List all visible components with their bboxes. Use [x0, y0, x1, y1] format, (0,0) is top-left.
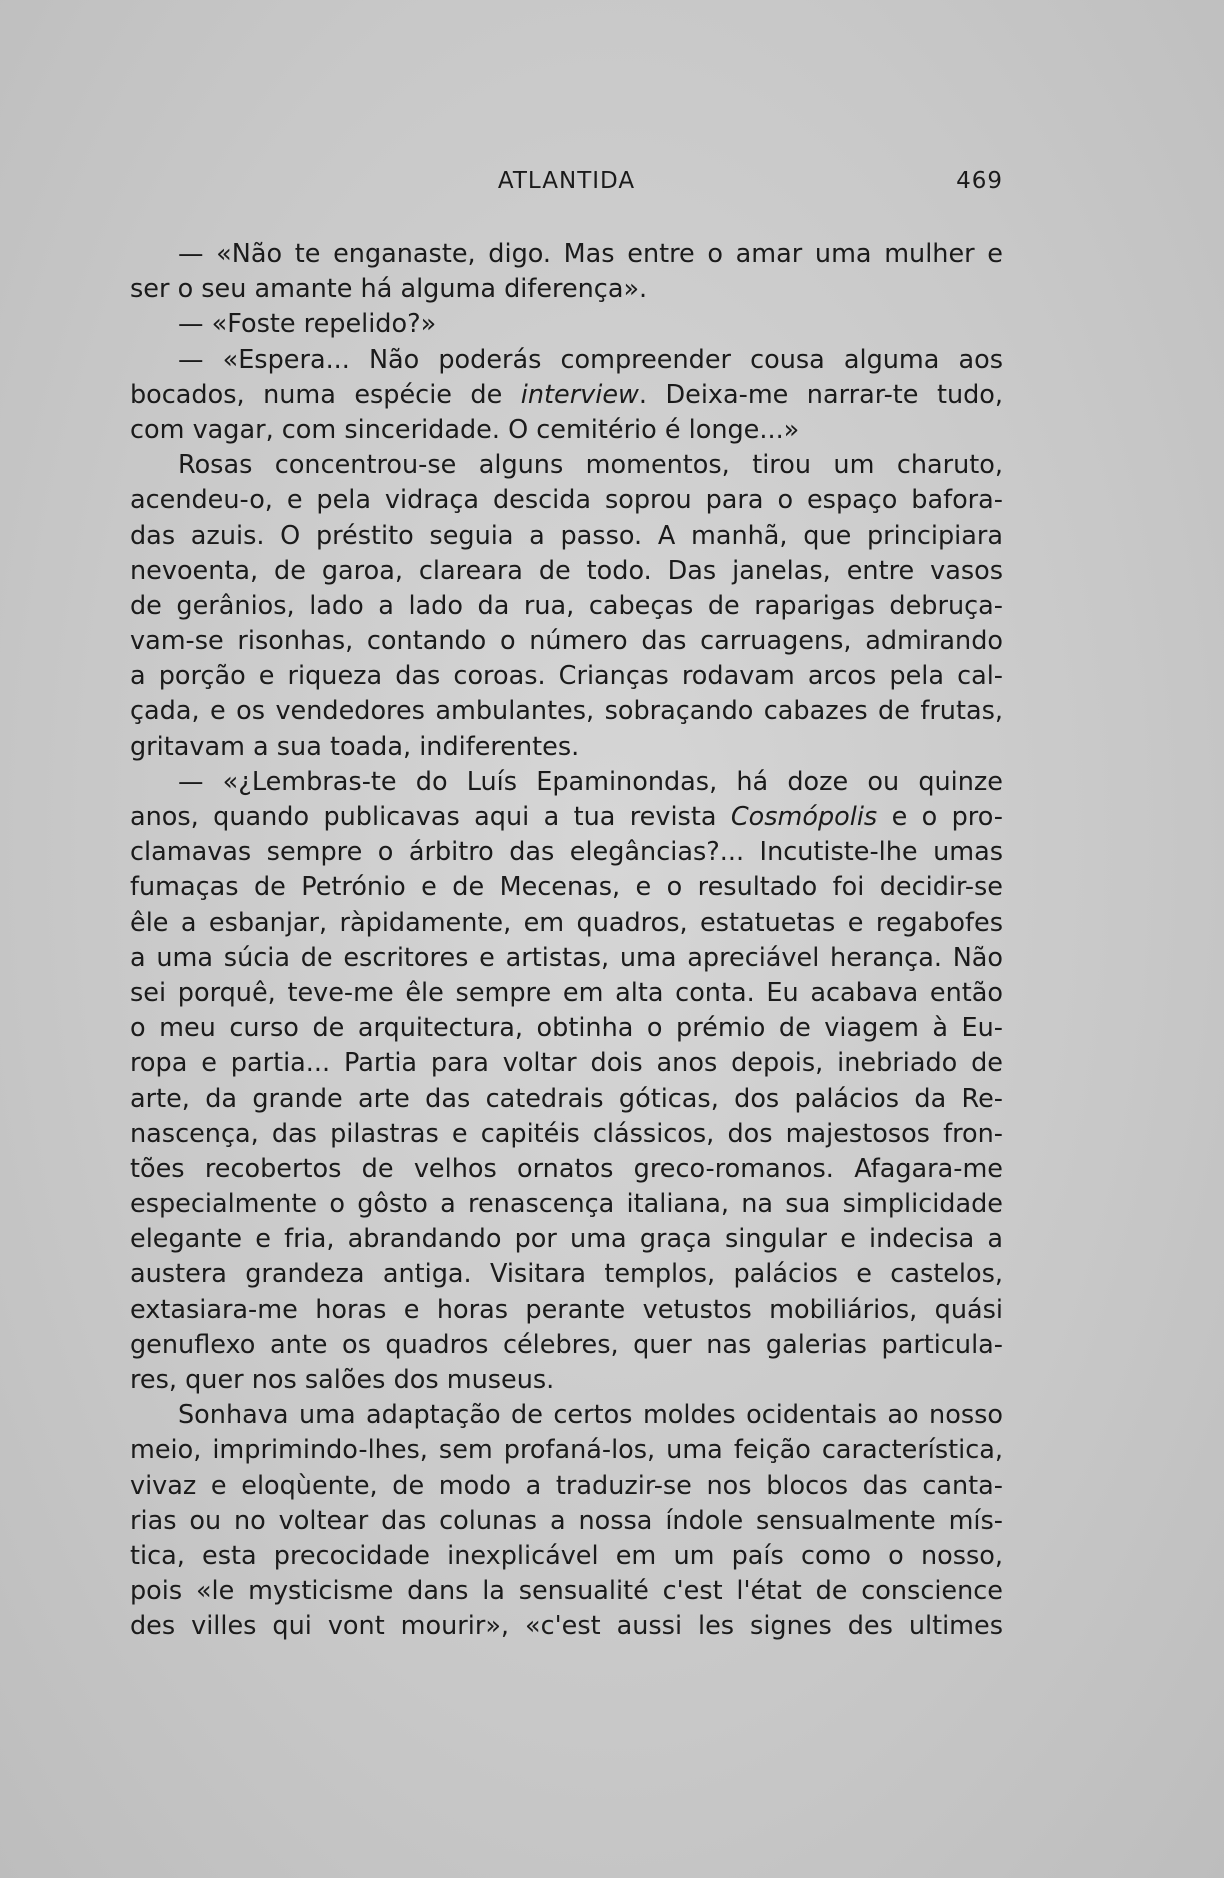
text-line: austera grandeza antiga. Visitara templos, palácios e castelos,: [130, 1259, 1003, 1290]
text-line: o meu curso de arquitectura, obtinha o prémio de viagem à Eu-: [130, 1013, 1003, 1044]
text-line: res, quer nos salões dos museus.: [130, 1365, 555, 1395]
text-line: pois «le mysticisme dans la sensualité c'est l'état de conscience: [130, 1576, 1003, 1607]
text-line: genuflexo ante os quadros célebres, quer nas galerias particula-: [130, 1329, 1003, 1360]
text-line: tões recobertos de velhos ornatos greco-romanos. Afagara-me: [130, 1153, 1003, 1184]
text-line: êle a esbanjar, ràpidamente, em quadros, estatuetas e regabofes: [130, 907, 1003, 938]
text-line: tica, esta precocidade inexplicável em um país como o nosso,: [130, 1540, 1003, 1571]
text-line: acendeu-o, e pela vidraça descida soprou para o espaço bafora-: [130, 485, 1003, 516]
text-line: arte, da grande arte das catedrais góticas, dos palácios da Re-: [130, 1083, 1003, 1114]
text-line: a porção e riqueza das coroas. Crianças rodavam arcos pela cal-: [130, 661, 1003, 692]
text-line: vivaz e eloqùente, de modo a traduzir-se nos blocos das canta-: [130, 1470, 1003, 1501]
text-line: sei porquê, teve-me êle sempre em alta conta. Eu acabava então: [130, 977, 1003, 1008]
text-line: — «¿Lembras-te do Luís Epaminondas, há doze ou quinze: [178, 766, 1003, 797]
text-line: nascença, das pilastras e capitéis clássicos, dos majestosos fron-: [130, 1118, 1003, 1149]
text-line: ropa e partia... Partia para voltar dois anos depois, inebriado de: [130, 1048, 1003, 1079]
text-line: elegante e fria, abrandando por uma graça singular e indecisa a: [130, 1224, 1003, 1255]
running-title: ATLANTIDA: [497, 168, 636, 194]
text-line: meio, imprimindo-lhes, sem profaná-los, uma feição característica,: [130, 1435, 1003, 1466]
text-line: — «Não te enganaste, digo. Mas entre o amar uma mulher e: [178, 239, 1003, 269]
text-line: a uma súcia de escritores e artistas, uma apreciável herança. Não: [130, 942, 1003, 973]
text-line: com vagar, com sinceridade. O cemitério é longe...»: [130, 414, 800, 445]
text-line: extasiara-me horas e horas perante vetustos mobiliários, quási: [130, 1294, 1003, 1325]
text-line: des villes qui vont mourir», «c'est aussi les signes des ultimes: [130, 1611, 1003, 1642]
text-line: — «Foste repelido?»: [178, 309, 437, 340]
body-text: [130, 237, 1003, 1645]
text-line: Sonhava uma adaptação de certos moldes ocidentais ao nosso: [178, 1400, 1003, 1431]
page-number: 469: [956, 168, 1003, 194]
text-line: nevoenta, de garoa, clareara de todo. Das janelas, entre vasos: [130, 555, 1003, 586]
text-line: çada, e os vendedores ambulantes, sobraçando cabazes de frutas,: [130, 696, 1003, 727]
running-head: [130, 168, 1003, 208]
text-line: de gerânios, lado a lado da rua, cabeças de raparigas debruça-: [130, 590, 1003, 621]
text-line: ser o seu amante há alguma diferença».: [130, 274, 648, 305]
text-line: fumaças de Petrónio e de Mecenas, e o resultado foi decidir-se: [130, 872, 1003, 903]
text-line: bocados, numa espécie de interview. Deixa-me narrar-te tudo,: [130, 379, 1003, 410]
text-line: gritavam a sua toada, indiferentes.: [130, 731, 580, 762]
text-line: clamavas sempre o árbitro das elegâncias?... Incutiste-lhe umas: [130, 837, 1003, 868]
text-line: vam-se risonhas, contando o número das carruagens, admirando: [130, 626, 1003, 657]
text-line: — «Espera... Não poderás compreender cousa alguma aos: [178, 344, 1003, 375]
text-line: Rosas concentrou-se alguns momentos, tirou um charuto,: [178, 450, 1003, 481]
text-line: rias ou no voltear das colunas a nossa índole sensualmente mís-: [130, 1505, 1003, 1536]
text-line: especialmente o gôsto a renascença italiana, na sua simplicidade: [130, 1189, 1003, 1220]
text-line: anos, quando publicavas aqui a tua revista Cosmópolis e o pro-: [130, 802, 1004, 832]
text-line: das azuis. O préstito seguia a passo. A manhã, que principiara: [130, 520, 1003, 551]
